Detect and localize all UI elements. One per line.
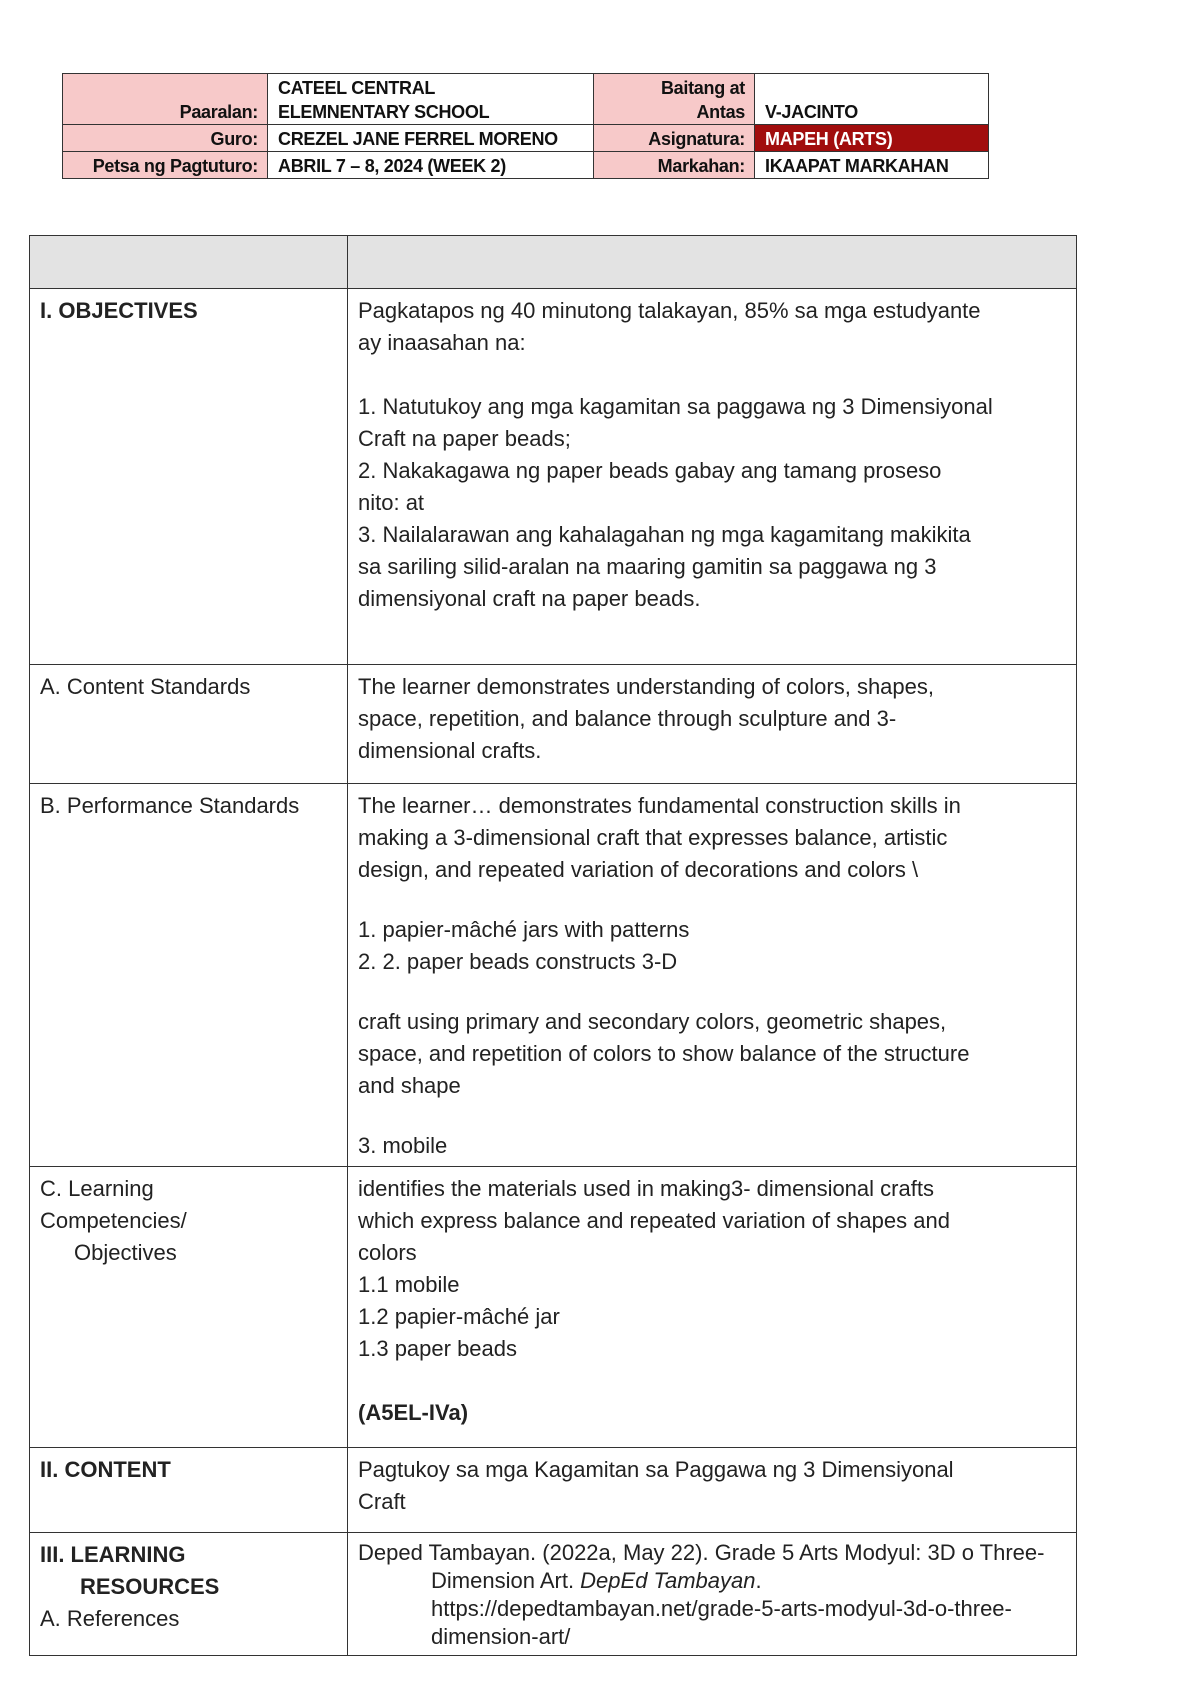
content-standards-line: The learner demonstrates understanding of colors, shapes, <box>358 674 934 699</box>
objectives-content-cell <box>348 289 1077 665</box>
competencies-sub-item: 1.2 papier-mâché jar <box>358 1304 560 1329</box>
header-row-school <box>63 74 989 125</box>
objective-item-2: 2. Nakakagawa ng paper beads gabay ang tamang proseso <box>358 458 942 483</box>
performance-standards-row <box>30 784 1077 1167</box>
competencies-row <box>30 1167 1077 1448</box>
school-value-line2: ELEMNENTARY SCHOOL <box>278 102 490 122</box>
performance-standards-label: B. Performance Standards <box>40 793 300 818</box>
teacher-label: Guro: <box>63 125 268 152</box>
performance-standards-item: 1. papier-mâché jars with patterns <box>358 917 690 942</box>
school-value <box>268 74 594 125</box>
performance-standards-item: 3. mobile <box>358 1133 448 1158</box>
objective-item-3: sa sariling silid-aralan na maaring gamitin sa paggawa ng 3 <box>358 554 937 579</box>
performance-standards-label-cell <box>30 784 348 1167</box>
content-label-cell <box>30 1448 348 1533</box>
reference-text: Deped Tambayan. (2022a, May 22). Grade 5 Arts Modyul: 3D o Three-Dimension Art. <box>358 1540 1045 1593</box>
heading-cell-right <box>348 236 1077 289</box>
grade-label <box>594 74 755 125</box>
content-text-cell <box>348 1448 1077 1533</box>
objective-item-1: Craft na paper beads; <box>358 426 571 451</box>
grade-label-line1: Baitang at <box>660 78 745 98</box>
content-standards-text-cell <box>348 665 1077 784</box>
grade-label-line2: Antas <box>696 102 745 122</box>
content-line: Pagtukoy sa mga Kagamitan sa Paggawa ng 3 Dimensiyonal <box>358 1457 954 1482</box>
competencies-label: C. Learning <box>40 1176 154 1201</box>
performance-standards-line: and shape <box>358 1073 461 1098</box>
school-label: Paaralan: <box>63 74 268 125</box>
objective-item-3: dimensiyonal craft na paper beads. <box>358 586 701 611</box>
competencies-label: Competencies/ <box>40 1208 187 1233</box>
competencies-label-cell <box>30 1167 348 1448</box>
resources-text-cell <box>348 1533 1077 1656</box>
content-standards-line: dimensional crafts. <box>358 738 542 763</box>
competencies-line: identifies the materials used in making3- dimensional crafts <box>358 1176 934 1201</box>
objectives-label-cell <box>30 289 348 665</box>
quarter-label: Markahan: <box>594 152 755 179</box>
resources-row <box>30 1533 1077 1656</box>
grade-value: V-JACINTO <box>755 74 989 125</box>
performance-standards-line: The learner… demonstrates fundamental construction skills in <box>358 793 961 818</box>
competencies-line: colors <box>358 1240 417 1265</box>
reference-source-title: DepEd Tambayan <box>580 1568 756 1593</box>
reference-citation <box>358 1539 1068 1651</box>
school-value-line1: CATEEL CENTRAL <box>278 78 436 98</box>
performance-standards-line: craft using primary and secondary colors, geometric shapes, <box>358 1009 947 1034</box>
performance-standards-line: space, and repetition of colors to show balance of the structure <box>358 1041 970 1066</box>
objectives-label: I. OBJECTIVES <box>40 298 198 323</box>
resources-label: RESOURCES <box>80 1574 220 1599</box>
objectives-intro-line: ay inaasahan na: <box>358 330 526 355</box>
objective-item-2: nito: at <box>358 490 425 515</box>
quarter-value: IKAAPAT MARKAHAN <box>755 152 989 179</box>
objective-item-3: 3. Nailalarawan ang kahalagahan ng mga kagamitang makikita <box>358 522 971 547</box>
objectives-row <box>30 289 1077 665</box>
heading-cell-left <box>30 236 348 289</box>
competencies-sub-item: 1.1 mobile <box>358 1272 460 1297</box>
subject-value: MAPEH (ARTS) <box>755 125 989 152</box>
content-label: II. CONTENT <box>40 1457 171 1482</box>
objectives-intro-line: Pagkatapos ng 40 minutong talakayan, 85% sa mga estudyante <box>358 298 981 323</box>
content-row <box>30 1448 1077 1533</box>
lesson-header-table <box>62 73 989 179</box>
content-line: Craft <box>358 1489 406 1514</box>
competency-code: (A5EL-IVa) <box>358 1400 469 1425</box>
date-value: ABRIL 7 – 8, 2024 (WEEK 2) <box>268 152 594 179</box>
lesson-plan-heading-row <box>30 236 1077 289</box>
content-standards-label-cell <box>30 665 348 784</box>
lesson-plan-table <box>29 235 1077 1656</box>
teacher-value: CREZEL JANE FERREL MORENO <box>268 125 594 152</box>
reference-link: . https://depedtambayan.net/grade-5-arts-modyul-3d-o-three-dimension-art/ <box>431 1568 1012 1649</box>
content-standards-label: A. Content Standards <box>40 674 251 699</box>
competencies-line: which express balance and repeated variation of shapes and <box>358 1208 950 1233</box>
content-standards-row <box>30 665 1077 784</box>
header-row-date <box>63 152 989 179</box>
performance-standards-item: 2. 2. paper beads constructs 3-D <box>358 949 678 974</box>
performance-standards-line: design, and repeated variation of decorations and colors \ <box>358 857 919 882</box>
content-standards-line: space, repetition, and balance through sculpture and 3- <box>358 706 897 731</box>
header-row-teacher <box>63 125 989 152</box>
performance-standards-text-cell <box>348 784 1077 1167</box>
resources-label: III. LEARNING <box>40 1542 186 1567</box>
references-label: A. References <box>40 1606 180 1631</box>
competencies-label: Objectives <box>74 1240 177 1265</box>
competencies-sub-item: 1.3 paper beads <box>358 1336 518 1361</box>
resources-label-cell <box>30 1533 348 1656</box>
date-label: Petsa ng Pagtuturo: <box>63 152 268 179</box>
objective-item-1: 1. Natutukoy ang mga kagamitan sa paggawa ng 3 Dimensiyonal <box>358 394 993 419</box>
competencies-text-cell <box>348 1167 1077 1448</box>
performance-standards-line: making a 3-dimensional craft that expresses balance, artistic <box>358 825 948 850</box>
subject-label: Asignatura: <box>594 125 755 152</box>
